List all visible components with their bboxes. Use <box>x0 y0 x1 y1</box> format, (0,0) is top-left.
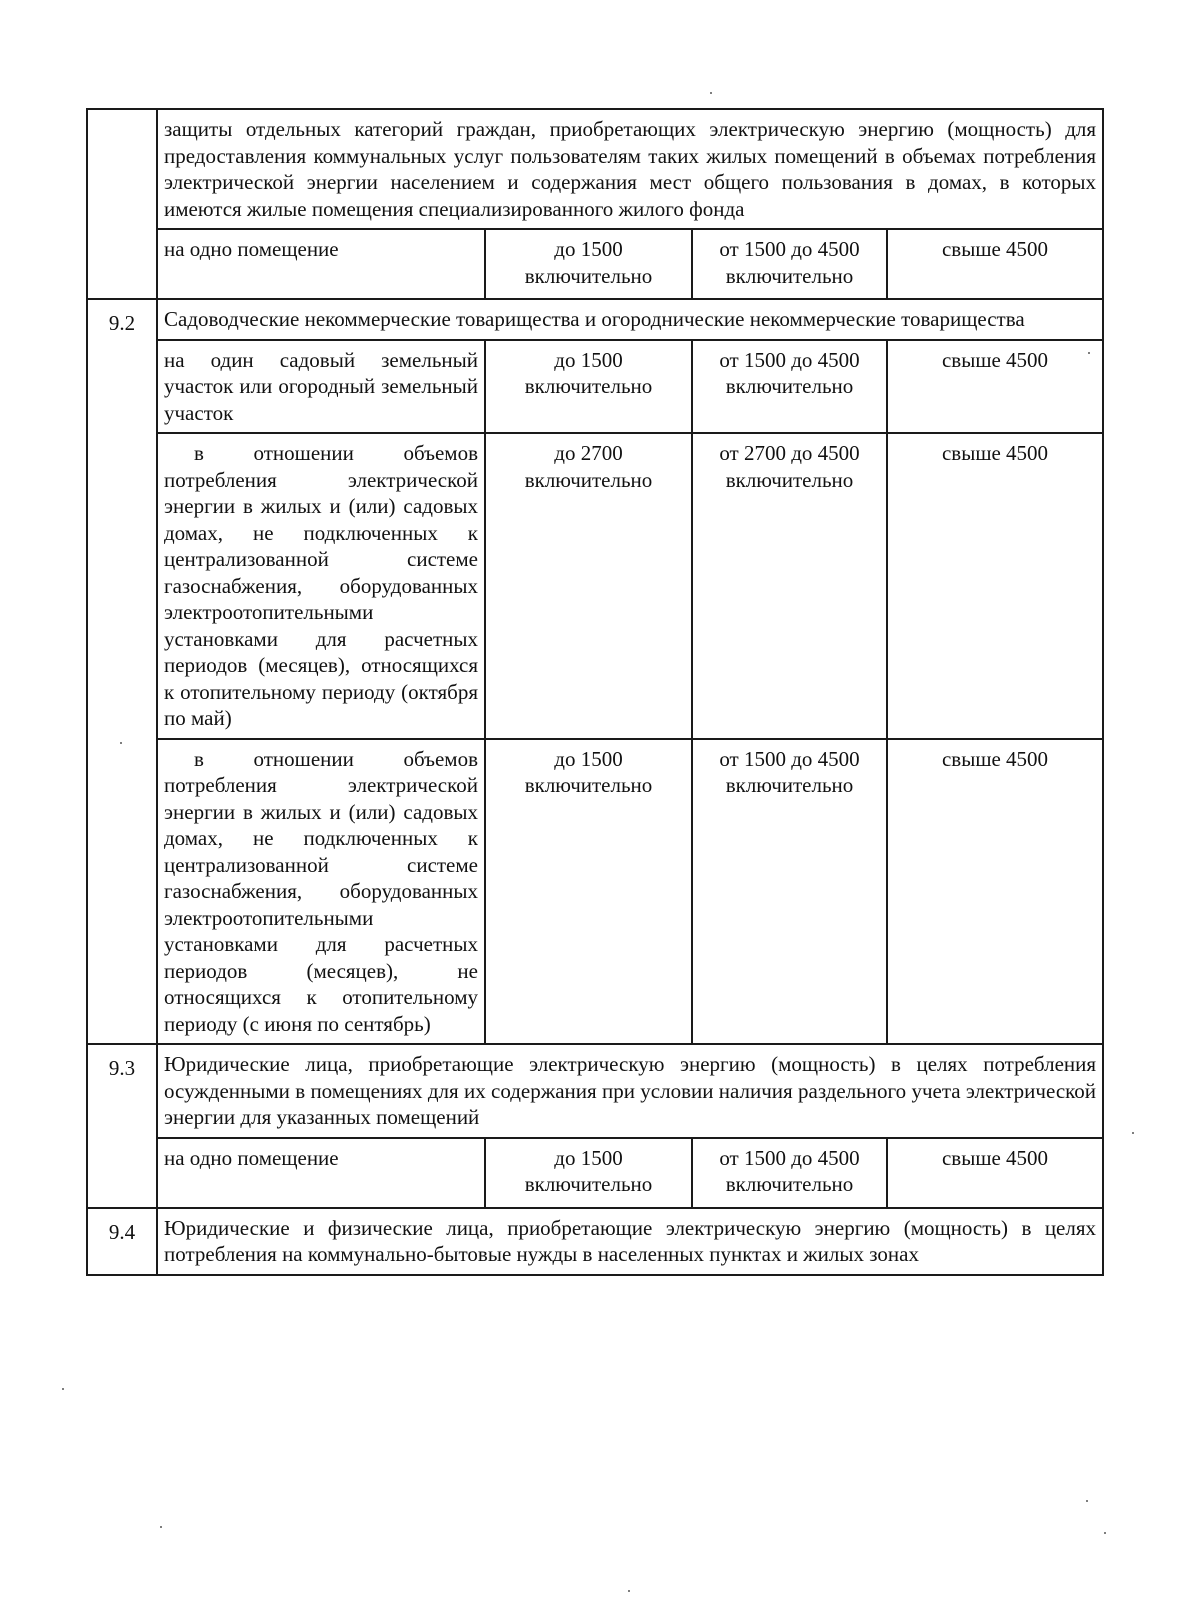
category-description: Юридические и физические лица, приобретающие электрическую энергию (мощность) в целях потребления на коммунально-бытовые нужды в населенных пунктах и жилых зонах <box>157 1208 1103 1275</box>
table-row <box>87 1044 1103 1138</box>
range-high: свыше 4500 <box>887 340 1103 434</box>
range-mid: от 2700 до 4500 включительно <box>692 433 887 739</box>
table-row <box>87 739 1103 1045</box>
range-high: свыше 4500 <box>887 1138 1103 1208</box>
table-row <box>87 109 1103 229</box>
range-mid: от 1500 до 4500 включительно <box>692 229 887 299</box>
range-mid: от 1500 до 4500 включительно <box>692 739 887 1045</box>
range-high: свыше 4500 <box>887 433 1103 739</box>
row-number-cell: 9.3 <box>87 1044 157 1208</box>
unit-label: на одно помещение <box>157 229 485 299</box>
condition-label: в отношении объемов потребления электрической энергии в жилых и (или) садовых домах, не подключенных к централизованной системе газоснабжения, оборудованных электроотопительными установками для расчетных периодов (месяцев), относящихся к отопительному периоду (октября по май) <box>157 433 485 739</box>
scan-speck <box>628 1590 630 1592</box>
range-low: до 1500 включительно <box>485 229 692 299</box>
scan-speck <box>1086 1500 1088 1502</box>
scan-speck <box>1088 352 1090 354</box>
category-description: защиты отдельных категорий граждан, приобретающих электрическую энергию (мощность) для предоставления коммунальных услуг пользователям таких жилых помещений в объемах потребления электрической энергии населением и содержания мест общего пользования в домах, в которых имеются жилые помещения специализированного жилого фонда <box>157 109 1103 229</box>
range-low: до 2700 включительно <box>485 433 692 739</box>
category-description: Садоводческие некоммерческие товарищества и огороднические некоммерческие товарищества <box>157 299 1103 340</box>
scan-speck <box>1104 1532 1106 1534</box>
range-mid: от 1500 до 4500 включительно <box>692 340 887 434</box>
scan-speck <box>120 742 122 744</box>
range-low: до 1500 включительно <box>485 1138 692 1208</box>
range-high: свыше 4500 <box>887 229 1103 299</box>
unit-label: на одно помещение <box>157 1138 485 1208</box>
table-row <box>87 433 1103 739</box>
scan-speck <box>1132 1132 1134 1134</box>
scan-speck <box>710 92 712 94</box>
table-row <box>87 340 1103 434</box>
unit-label: на один садовый земельный участок или огородный земельный участок <box>157 340 485 434</box>
scan-speck <box>160 1526 162 1528</box>
range-high: свыше 4500 <box>887 739 1103 1045</box>
row-number-cell: 9.4 <box>87 1208 157 1275</box>
range-mid: от 1500 до 4500 включительно <box>692 1138 887 1208</box>
table-row <box>87 229 1103 299</box>
row-number-cell: 9.2 <box>87 299 157 1044</box>
range-low: до 1500 включительно <box>485 739 692 1045</box>
table-row <box>87 1138 1103 1208</box>
table-row <box>87 299 1103 340</box>
condition-label: в отношении объемов потребления электрической энергии в жилых и (или) садовых домах, не подключенных к централизованной системе газоснабжения, оборудованных электроотопительными установками для расчетных периодов (месяцев), не относящихся к отопительному периоду (с июня по сентябрь) <box>157 739 485 1045</box>
row-number-cell <box>87 109 157 299</box>
category-description: Юридические лица, приобретающие электрическую энергию (мощность) в целях потребления осужденными в помещениях для их содержания при условии наличия раздельного учета электрической энергии для указанных помещений <box>157 1044 1103 1138</box>
scan-speck <box>62 1388 64 1390</box>
table-row <box>87 1208 1103 1275</box>
tariff-volume-table <box>86 108 1104 1276</box>
range-low: до 1500 включительно <box>485 340 692 434</box>
